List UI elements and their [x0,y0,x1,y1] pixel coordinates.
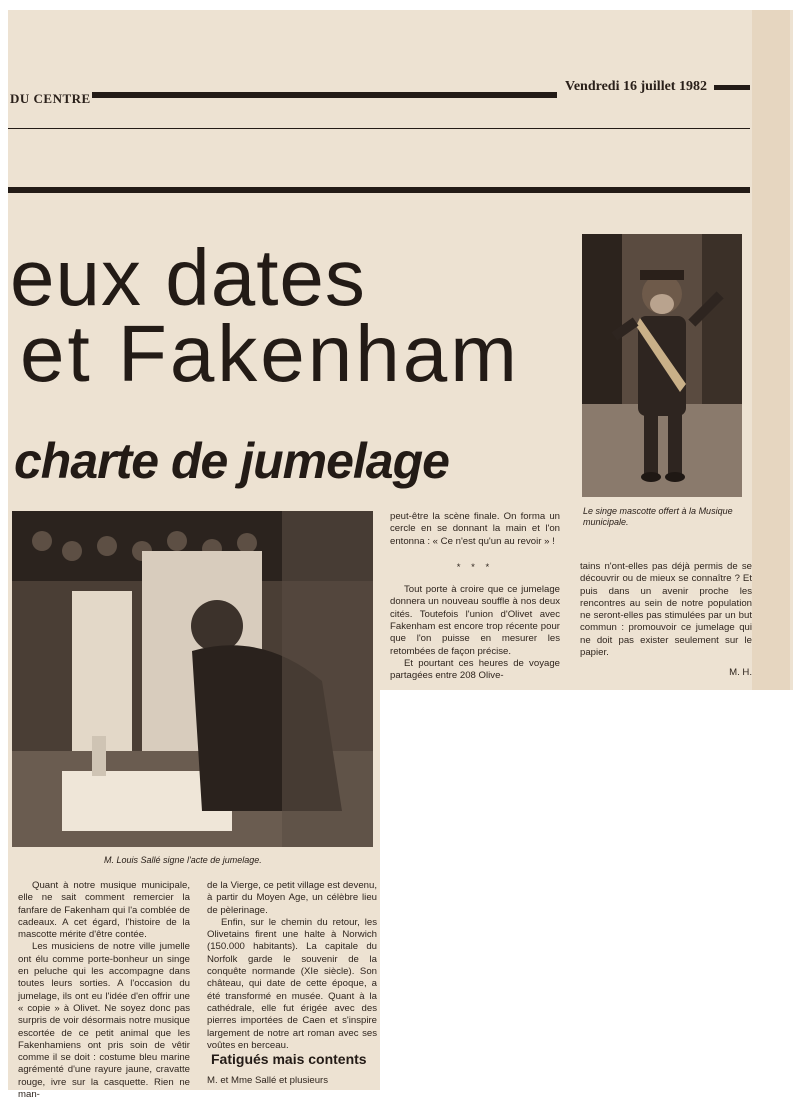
section-rule [8,187,750,193]
issue-date: Vendredi 16 juillet 1982 [565,79,707,94]
paper-fold-edge [752,10,790,690]
article-column-lower-right [207,880,377,1052]
signing-photo [12,511,373,847]
article-column-upper-right [580,561,752,680]
newspaper-name: DU CENTRE [10,91,91,106]
section-separator: * * * [456,561,494,573]
paragraph: peut-être la scène finale. On forma un cercle en se donnant la main et l'on entonna : « Ce n'est qu'un au revoir » ! [390,511,560,547]
thin-rule [8,128,750,129]
article-final-line: M. et Mme Sallé et plusieurs [207,1075,329,1086]
paragraph: tains n'ont-elles pas déjà permis de se découvrir ou de mieux se connaître ? Et puis dans un avenir proche les rencontres au sein de notre population ne seront-elles pas stimulées par un but commun : promouvoir ce jumelage qui ne doit pas exister seulement sur le papier. [580,561,752,659]
signing-caption: M. Louis Sallé signe l'acte de jumelage. [104,855,262,865]
paragraph: Et pourtant ces heures de voyage partagées entre 208 Olive- [390,657,560,682]
article-column-lower-left [18,880,190,1101]
article-column-upper-middle [390,511,560,683]
headline-subtitle: charte de jumelage [14,433,449,489]
article-subheading: Fatigués mais contents [211,1051,367,1067]
headline-line-1: eux dates [10,233,366,322]
header-rule-left [92,92,557,98]
header-rule-right [714,85,750,90]
author-signature: M. H. [729,667,752,679]
paragraph: Quant à notre musique municipale, elle ne sait comment remercier la fanfare de Fakenham qui l'a comblée de cadeaux. A cet égard, l'histoire de la mascotte mérite d'être contée. [18,880,190,941]
paragraph: Tout porte à croire que ce jumelage donnera un nouveau souffle à nos deux cités. Toutefois l'union d'Olivet avec Fakenham est encore trop récente pour que l'on puisse en mesurer les retombées de façon précise. [390,584,560,657]
paragraph: Les musiciens de notre ville jumelle ont élu comme porte-bonheur un singe en peluche qui les accompagne dans toutes leurs sorties. A l'occasion du jumelage, ils ont eu l'idée d'en offrir une « copie » à Olivet. Ne soyez donc pas surpris de voir désormais notre musique escortée de ce petit animal que les Fakenhamiens ont pris soin de vêtir comme il se doit : costume bleu marine agrémenté d'une rayure jaune, cravatte rouge, ivre sur la casquette. Rien ne man- [18,941,190,1101]
headline-line-2: et Fakenham [20,309,520,398]
mascot-caption: Le singe mascotte offert à la Musique municipale. [583,506,733,527]
mascot-photo [582,234,742,497]
paragraph: Enfin, sur le chemin du retour, les Olivetains firent une halte à Norwich (150.000 habitants). La capitale du Norfolk garde le souvenir de la conquête normande (XIe siècle). Son château, qui date de cette époque, a été transformé en musée. Quant à la cathédrale, elle fut érigée avec des pierres importées de Caen et s'inspire largement de notre art roman avec ses voûtes en berceau. [207,916,377,1051]
blank-area [380,690,799,1098]
paragraph: de la Vierge, ce petit village est devenu, à partir du Moyen Age, un célèbre lieu de pèlerinage. [207,880,377,916]
